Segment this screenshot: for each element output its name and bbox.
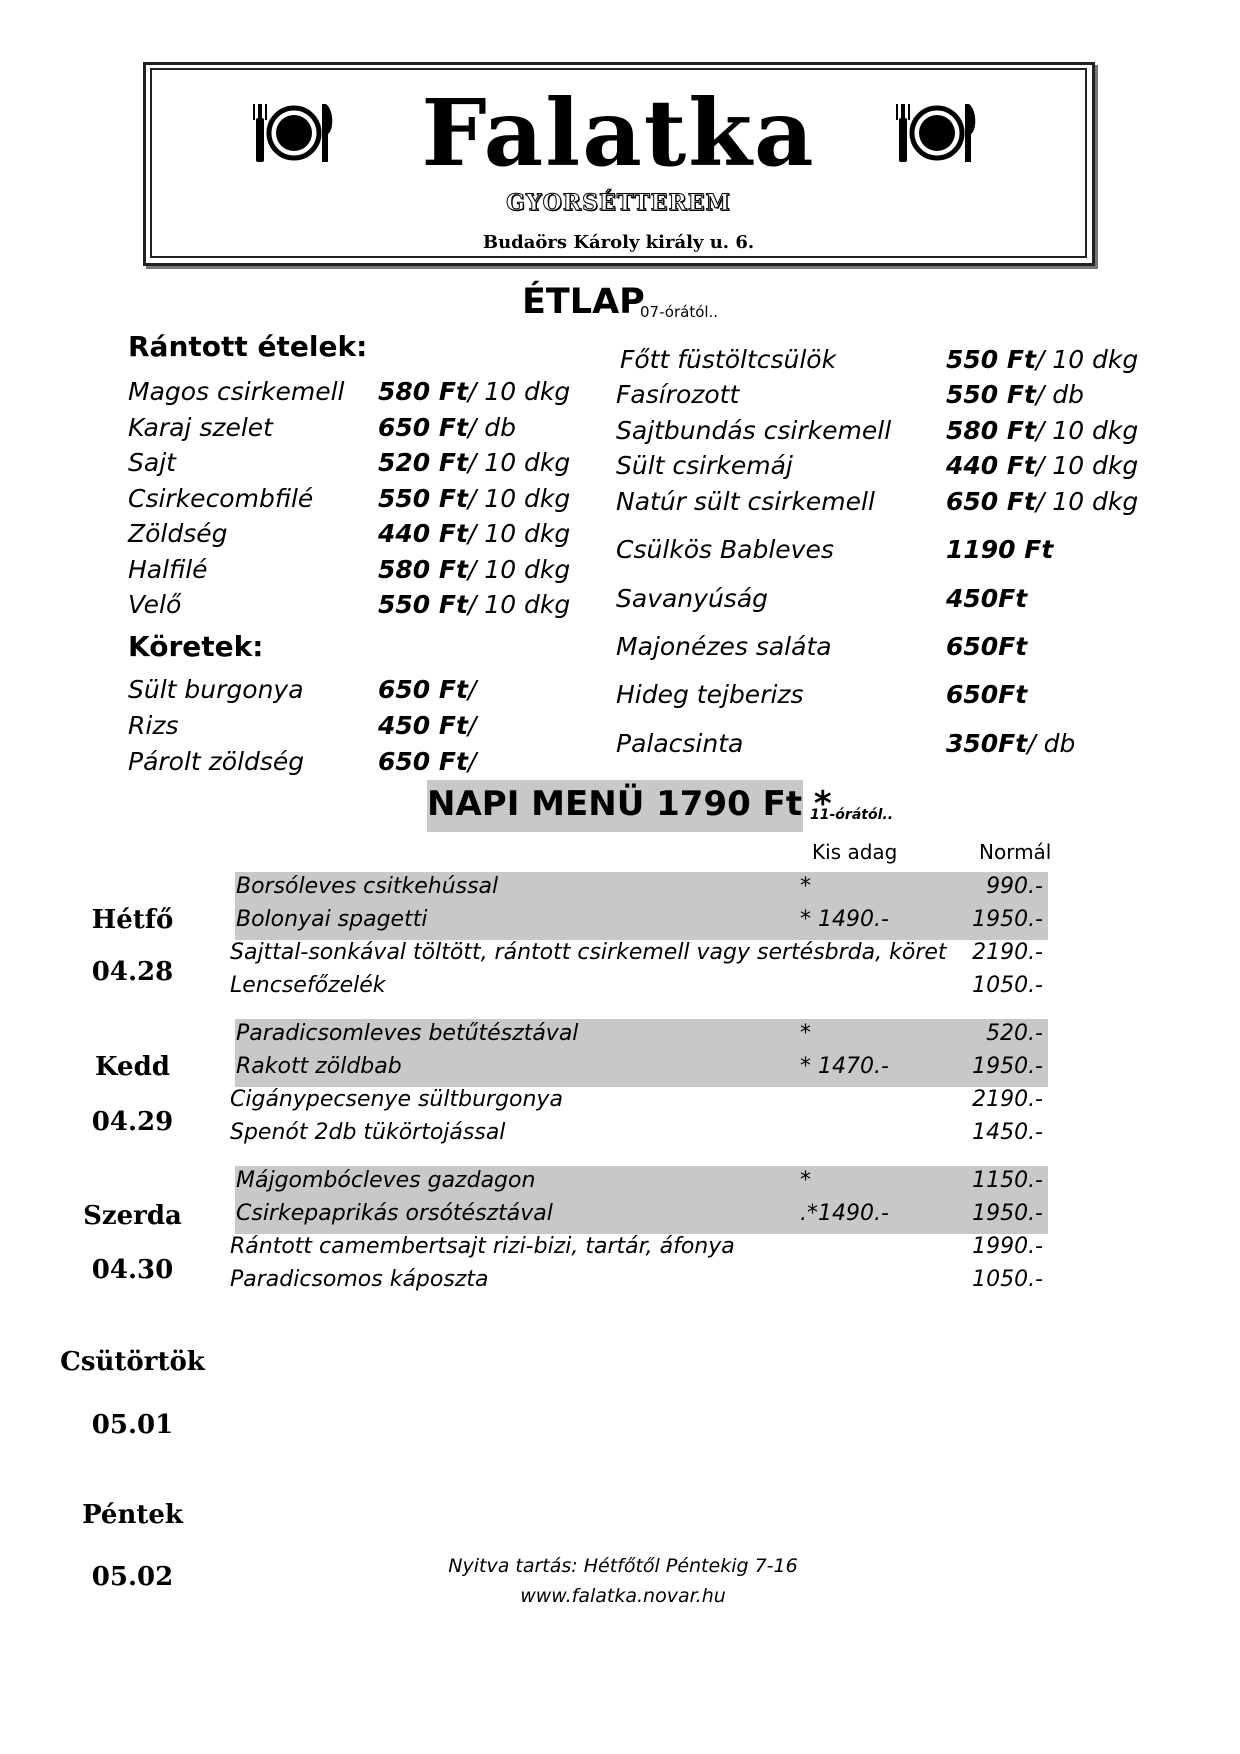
daily-dish-name: Cigánypecsenye sültburgonya: [230, 1087, 563, 1112]
daily-dish-normal-price: 2190.-: [972, 1087, 1043, 1112]
daily-dish-name: Borsóleves csitkehússal: [236, 874, 499, 899]
daily-dish-small-price: *: [800, 874, 811, 899]
menu-item-name: Savanyúság: [616, 584, 769, 613]
daily-menu-hours-note: 11-órától..: [810, 807, 894, 823]
daily-dish-small-price: * 1490.-: [800, 907, 889, 932]
menu-item-name: Majonézes saláta: [616, 632, 832, 661]
day-date: 04.29: [91, 1107, 174, 1137]
menu-item-price: [946, 535, 1053, 564]
side-item-price-unit: /: [467, 711, 477, 740]
daily-dish-name: Rakott zöldbab: [236, 1054, 402, 1079]
menu-item-price: [378, 413, 516, 442]
menu-item-price-amount: 350Ft: [946, 729, 1028, 758]
daily-dish-normal-price: 1450.-: [972, 1120, 1043, 1145]
side-item-price: [378, 675, 476, 704]
daily-dish-small-price: *: [800, 1168, 811, 1193]
menu-item-price-unit: / 10 dkg: [467, 377, 571, 406]
menu-item-price: [378, 377, 570, 406]
day-name: Kedd: [95, 1052, 170, 1082]
column-header-small: Kis adag: [812, 840, 898, 864]
menu-item-price-unit: / db: [467, 412, 517, 442]
menu-item-price: [946, 345, 1138, 374]
menu-item-price-unit: / db: [1035, 380, 1085, 409]
day-date: 05.02: [91, 1562, 174, 1592]
menu-item-price-amount: 440 Ft: [378, 519, 468, 548]
menu-item-price-amount: 580 Ft: [378, 377, 468, 406]
opening-hours: Nyitva tartás: Hétfőtől Péntekig 7-16: [448, 1555, 798, 1577]
section-heading-rantott: Rántott ételek:: [128, 330, 368, 363]
menu-item-name: Csirkecombfilé: [128, 483, 314, 513]
day-date: 05.01: [91, 1410, 174, 1440]
menu-item-price-amount: 550 Ft: [946, 345, 1036, 374]
day-name: Csütörtök: [60, 1347, 205, 1377]
daily-dish-small-price: * 1470.-: [800, 1054, 889, 1079]
daily-dish-normal-price: 1050.-: [972, 973, 1043, 998]
menu-item-price-unit: / 10 dkg: [1035, 416, 1139, 445]
daily-dish-name: Spenót 2db tükörtojással: [230, 1120, 506, 1145]
website: www.falatka.novar.hu: [520, 1585, 726, 1607]
menu-item-price-amount: 550 Ft: [946, 380, 1036, 409]
daily-dish-normal-price: 1950.-: [972, 1054, 1043, 1079]
menu-item-name: Csülkös Bableves: [616, 535, 834, 564]
menu-item-name: Sült csirkemáj: [616, 451, 793, 480]
side-item-price-unit: /: [467, 675, 477, 704]
day-date: 04.30: [91, 1255, 174, 1285]
daily-dish-name: Paradicsomos káposzta: [230, 1267, 489, 1292]
daily-dish-normal-price: 1150.-: [972, 1168, 1043, 1193]
menu-item-price: [946, 729, 1075, 758]
daily-dish-name: Csirkepaprikás orsótésztával: [236, 1201, 553, 1226]
menu-item-price: [946, 680, 1027, 709]
menu-item-price-unit: / 10 dkg: [467, 483, 571, 513]
side-item-price-amount: 650 Ft: [378, 675, 468, 704]
menu-item-price: [946, 487, 1138, 516]
day-name: Hétfő: [91, 905, 174, 935]
menu-item-price-amount: 650Ft: [946, 680, 1028, 709]
daily-dish-name: Bolonyai spagetti: [236, 907, 428, 932]
day-name: Péntek: [82, 1500, 183, 1530]
daily-dish-normal-price: 1990.-: [972, 1234, 1043, 1259]
daily-dish-normal-price: 2190.-: [972, 940, 1043, 965]
daily-dish-name: Paradicsomleves betűtésztával: [236, 1021, 579, 1046]
menu-item-name: Sajt: [128, 448, 176, 477]
menu-item-name: Velő: [128, 590, 182, 619]
menu-item-price-amount: 520 Ft: [378, 448, 468, 477]
restaurant-address: Budaörs Károly király u. 6.: [482, 232, 755, 253]
daily-menu-title: NAPI MENÜ 1790 Ft *: [427, 784, 832, 824]
menu-item-name: Főtt füstöltcsülök: [620, 345, 837, 374]
menu-item-price-amount: 650Ft: [946, 632, 1028, 661]
restaurant-name: Falatka: [421, 79, 816, 187]
column-header-normal: Normál: [979, 840, 1052, 864]
side-item-name: Párolt zöldség: [128, 747, 305, 776]
menu-item-price-amount: 580 Ft: [946, 416, 1036, 445]
side-item-price-unit: /: [467, 747, 477, 776]
daily-dish-normal-price: 990.-: [986, 874, 1043, 899]
menu-hours-note: 07-órától..: [640, 303, 719, 321]
menu-item-price: [946, 416, 1138, 445]
daily-dish-name: Rántott camembertsajt rizi-bizi, tartár, áfonya: [230, 1234, 735, 1259]
menu-title: ÉTLAP: [522, 282, 645, 322]
menu-item-name: Zöldség: [128, 519, 228, 548]
daily-dish-name: Májgombócleves gazdagon: [236, 1168, 536, 1193]
side-item-name: Sült burgonya: [128, 675, 304, 704]
menu-item-price-unit: / 10 dkg: [467, 590, 571, 619]
menu-item-price-unit: / db: [1027, 729, 1076, 758]
menu-item-price: [378, 448, 570, 477]
menu-item-price-amount: 580 Ft: [378, 554, 468, 584]
menu-item-price: [946, 584, 1027, 613]
menu-item-price-amount: 550 Ft: [378, 483, 468, 513]
menu-item-price-unit: / 10 dkg: [467, 448, 571, 477]
side-item-price: [378, 747, 476, 776]
menu-item-price: [378, 590, 570, 619]
menu-item-price-amount: 450Ft: [946, 584, 1028, 613]
menu-item-price: [946, 632, 1027, 661]
menu-item-price-amount: 550 Ft: [378, 590, 468, 619]
side-item-name: Rizs: [128, 711, 179, 740]
daily-dish-normal-price: 1050.-: [972, 1267, 1043, 1292]
menu-item-price-unit: / 10 dkg: [1035, 487, 1139, 516]
menu-item-price: [378, 484, 570, 513]
menu-item-price-unit: / 10 dkg: [467, 519, 571, 548]
daily-dish-name: Sajttal-sonkával töltött, rántott csirkemell vagy sertésbrda, köret: [230, 940, 947, 965]
menu-item-name: Sajtbundás csirkemell: [616, 416, 892, 445]
menu-item-name: Palacsinta: [616, 729, 744, 758]
daily-dish-normal-price: 1950.-: [972, 907, 1043, 932]
menu-item-name: Fasírozott: [616, 380, 740, 409]
menu-item-name: Karaj szelet: [128, 412, 273, 442]
menu-item-price: [378, 555, 570, 584]
daily-dish-name: Lencsefőzelék: [230, 973, 386, 998]
side-item-price: [378, 711, 476, 740]
menu-item-price: [946, 380, 1084, 409]
restaurant-subtitle: GYORSÉTTEREM: [506, 190, 731, 216]
menu-item-name: Hideg tejberizs: [616, 680, 804, 709]
menu-item-price-amount: 440 Ft: [946, 451, 1036, 480]
menu-item-price: [946, 451, 1138, 480]
side-item-price-amount: 450 Ft: [378, 711, 468, 740]
day-date: 04.28: [91, 957, 174, 987]
day-name: Szerda: [83, 1201, 182, 1231]
menu-item-name: Halfilé: [128, 554, 208, 584]
daily-dish-small-price: *: [800, 1021, 811, 1046]
menu-item-price-unit: / 10 dkg: [1035, 345, 1139, 374]
menu-item-price: [378, 519, 570, 548]
menu-item-price-amount: 650 Ft: [946, 487, 1036, 516]
section-heading-koretek: Köretek:: [128, 630, 264, 663]
menu-item-price-amount: 650 Ft: [378, 412, 468, 442]
menu-item-name: Natúr sült csirkemell: [616, 487, 875, 516]
menu-item-price-unit: / 10 dkg: [467, 554, 571, 584]
menu-item-price-unit: / 10 dkg: [1035, 451, 1139, 480]
menu-item-name: Magos csirkemell: [128, 377, 345, 406]
menu-item-price-amount: 1190 Ft: [946, 535, 1054, 564]
side-item-price-amount: 650 Ft: [378, 747, 468, 776]
daily-dish-normal-price: 520.-: [986, 1021, 1043, 1046]
daily-dish-small-price: .*1490.-: [800, 1201, 889, 1226]
daily-dish-normal-price: 1950.-: [972, 1201, 1043, 1226]
